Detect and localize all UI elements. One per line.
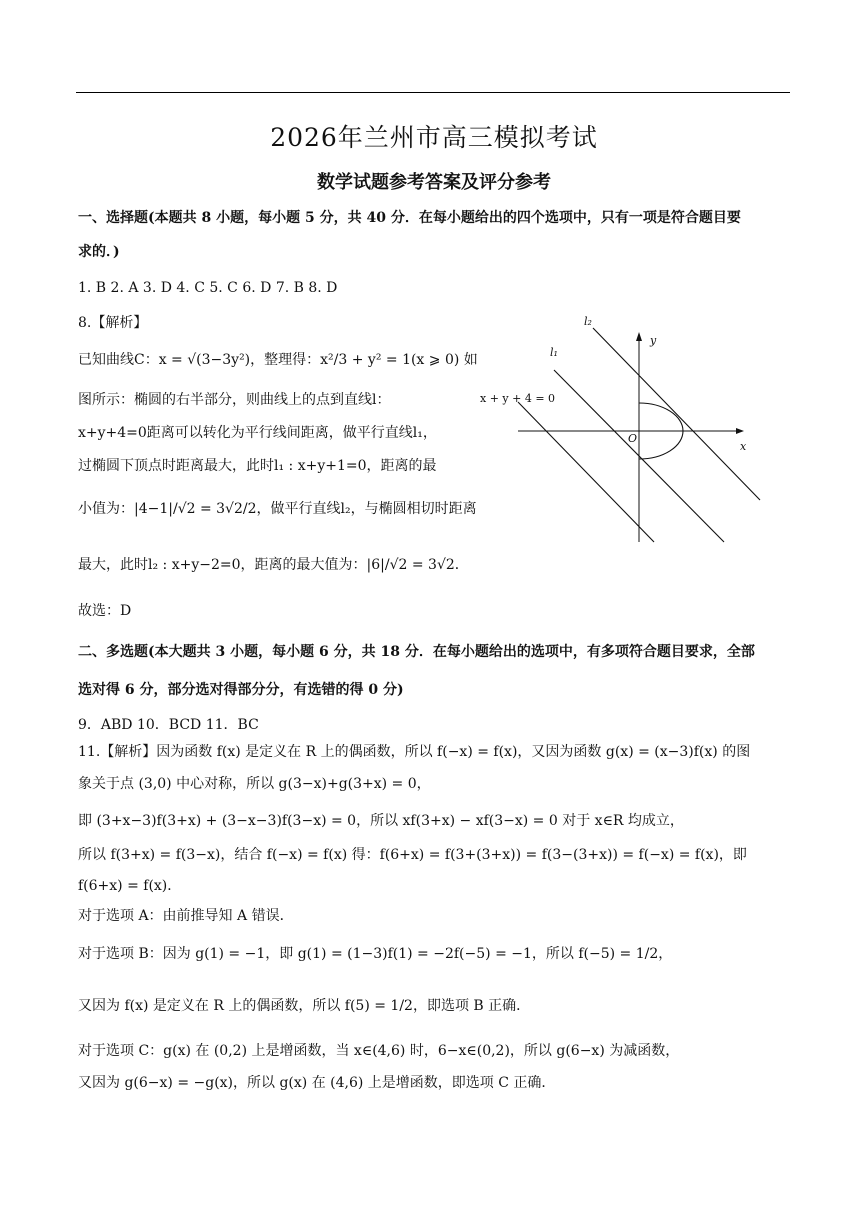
- q11-option-b-line2: 又因为 f(x) 是定义在 R 上的偶函数，所以 f(5) = 1/2，即选项 B 正确．: [78, 998, 531, 1014]
- q11-line5: f(6+x) = f(x)．: [78, 878, 182, 894]
- line-l2: [593, 328, 760, 500]
- q11-line1: 11.【解析】因为函数 f(x) 是定义在 R 上的偶函数，所以 f(−x) = f(x)，又因为函数 g(x) = (x−3)f(x) 的图: [78, 744, 751, 760]
- q11-option-a: 对于选项 A：由前推导知 A 错误．: [78, 908, 294, 924]
- section1-heading-line1: 一、选择题(本题共 8 小题，每小题 5 分，共 40 分．在每小题给出的四个选项中，只有一项是符合题目要: [78, 210, 741, 226]
- q8-line5: 小值为：|4−1|/√2 = 3√2/2，做平行直线l₂，与椭圆相切时距离: [78, 501, 477, 517]
- ellipse-figure: [478, 310, 768, 550]
- label-line-equation: x + y + 4 = 0: [480, 392, 556, 405]
- top-rule: [76, 92, 790, 93]
- q8-line4: 过椭圆下顶点时距离最大，此时l₁ : x+y+1=0，距离的最: [78, 458, 437, 474]
- ellipse-figure-svg: [478, 310, 768, 550]
- q8-line2: 图所示：椭圆的右半部分，则曲线上的点到直线l：: [78, 392, 391, 408]
- page-subtitle: 数学试题参考答案及评分参考: [317, 172, 551, 193]
- q8-line6: 最大，此时l₂ : x+y−2=0，距离的最大值为：|6|/√2 = 3√2．: [78, 557, 469, 573]
- x-axis-arrow-icon: [736, 428, 744, 434]
- q11-option-c-line1: 对于选项 C：g(x) 在 (0,2) 上是增函数，当 x∈(4,6) 时，6−x∈(0,2)，所以 g(6−x) 为减函数，: [78, 1043, 680, 1059]
- section2-heading-line2: 选对得 6 分，部分选对得部分分，有选错的得 0 分): [78, 682, 404, 698]
- q11-line4: 所以 f(3+x) = f(3−x)，结合 f(−x) = f(x) 得：f(6+x) = f(3+(3+x)) = f(3−(3+x)) = f(−x) = f(x)，即: [78, 847, 747, 863]
- label-l1: l₁: [550, 346, 558, 359]
- q8-line1: 已知曲线C：x = √(3−3y²)，整理得：x²/3 + y² = 1(x ⩾ 0) 如: [78, 352, 478, 368]
- label-l2: l₂: [584, 315, 592, 328]
- section1-answers: 1. B 2. A 3. D 4. C 5. C 6. D 7. B 8. D: [78, 280, 338, 296]
- section2-heading-line1: 二、多选题(本大题共 3 小题，每小题 6 分，共 18 分．在每小题给出的选项中，有多项符合题目要求，全部: [78, 644, 755, 660]
- y-axis-arrow-icon: [636, 332, 642, 341]
- line-l: [518, 402, 654, 542]
- q11-option-b-line1: 对于选项 B：因为 g(1) = −1，即 g(1) = (1−3)f(1) = −2f(−5) = −1，所以 f(−5) = 1/2，: [78, 946, 673, 962]
- label-origin: O: [628, 432, 638, 445]
- q11-line2: 象关于点 (3,0) 中心对称，所以 g(3−x)+g(3+x) = 0，: [78, 776, 431, 792]
- q8-conclusion: 故选：D: [78, 603, 132, 619]
- section1-heading-line2: 求的．): [78, 244, 120, 260]
- label-x: x: [740, 440, 747, 453]
- label-y: y: [650, 334, 657, 347]
- section2-answers: 9．ABD 10．BCD 11．BC: [78, 717, 259, 733]
- page-title: 2026年兰州市高三模拟考试: [270, 123, 598, 152]
- q11-line3: 即 (3+x−3)f(3+x) + (3−x−3)f(3−x) = 0，所以 xf(3+x) − xf(3−x) = 0 对于 x∈R 均成立，: [78, 813, 684, 829]
- q8-label: 8.【解析】: [78, 315, 148, 331]
- q8-line3: x+y+4=0距离可以转化为平行线间距离，做平行直线l₁，: [78, 425, 437, 441]
- q11-option-c-line2: 又因为 g(6−x) = −g(x)，所以 g(x) 在 (4,6) 上是增函数，即选项 C 正确．: [78, 1075, 556, 1091]
